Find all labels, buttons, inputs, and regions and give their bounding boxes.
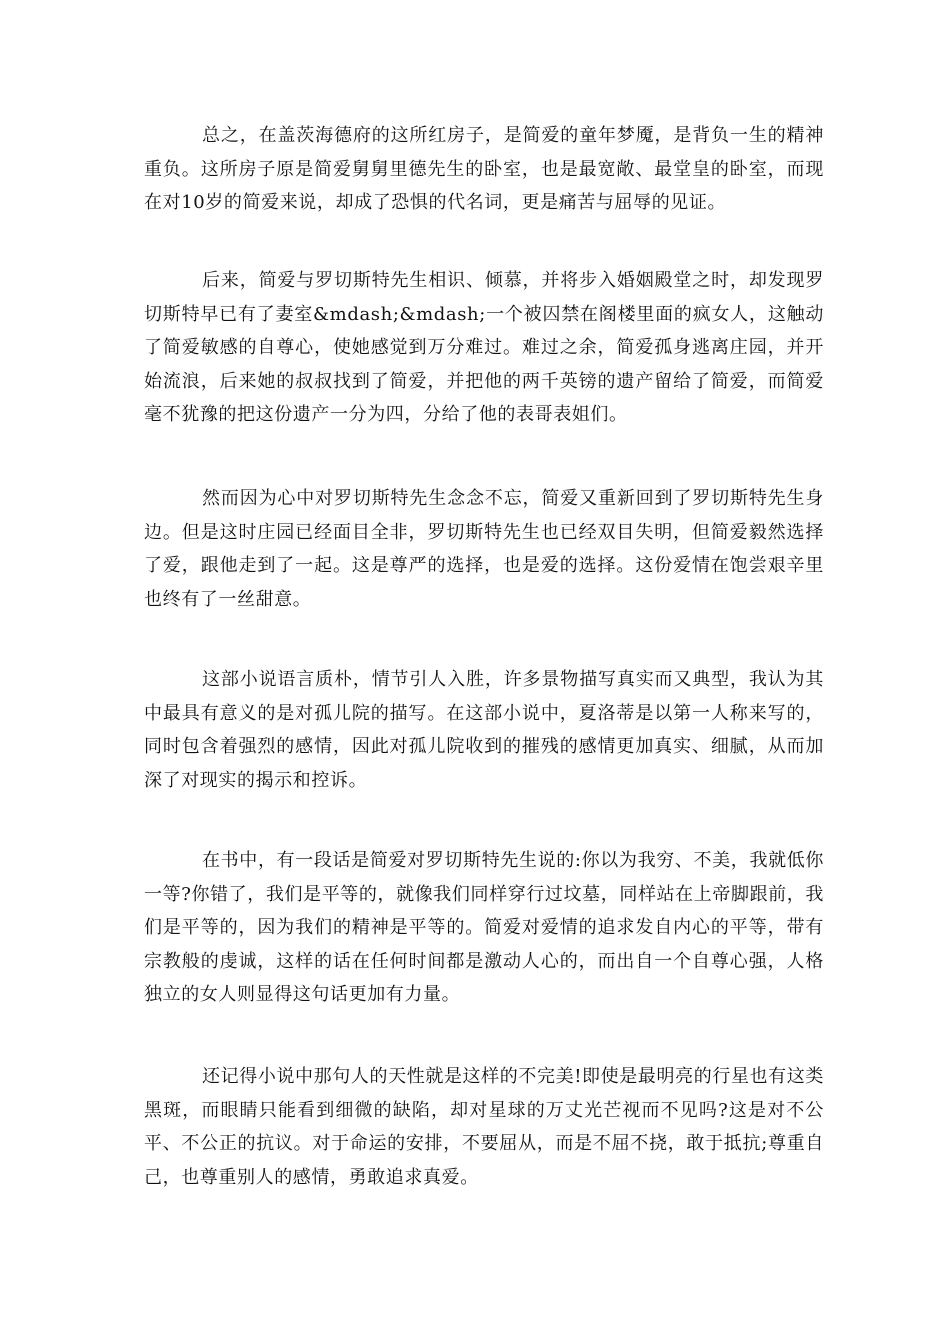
paragraph-red-room: 总之，在盖茨海德府的这所红房子，是简爱的童年梦魇，是背负一生的精神重负。这所房子原是简爱舅舅里德先生的卧室，也是最宽敞、最堂皇的卧室，而现在对10岁的简爱来说，却成了恐惧的代名词，更是痛苦与屈辱的见证。 <box>144 125 824 213</box>
paragraph-equality-quote: 在书中，有一段话是简爱对罗切斯特先生说的:你以为我穷、不美，我就低你一等?你错了，我们是平等的，就像我们同样穿行过坟墓，同样站在上帝脚跟前，我们是平等的，因为我们的精神是平等的。简爱对爱情的追求发自内心的平等，带有宗教般的虔诚，这样的话在任何时间都是激动人心的，而出自一个自尊心强，人格独立的女人则显得这句话更加有力量。 <box>144 850 824 1005</box>
paragraph-language: 这部小说语言质朴，情节引人入胜，许多景物描写真实而又典型，我认为其中最具有意义的是对孤儿院的描写。在这部小说中，夏洛蒂是以第一人称来写的，同时包含着强烈的感情，因此对孤儿院收到的摧残的感情更加真实、细腻，从而加深了对现实的揭示和控诉。 <box>144 669 824 791</box>
paragraph-return: 然而因为心中对罗切斯特先生念念不忘，简爱又重新回到了罗切斯特先生身边。但是这时庄园已经面目全非，罗切斯特先生也已经双目失明，但简爱毅然选择了爱，跟他走到了一起。这是尊严的选择，也是爱的选择。这份爱情在饱尝艰辛里也终有了一丝甜意。 <box>144 488 824 610</box>
paragraph-rochester-wife: 后来，简爱与罗切斯特先生相识、倾慕，并将步入婚姻殿堂之时，却发现罗切斯特早已有了妻室&mdash;&mdash;一个被囚禁在阁楼里面的疯女人，这触动了简爱敏感的自尊心，使她感觉到万分难过。难过之余，简爱孤身逃离庄园，并开始流浪，后来她的叔叔找到了简爱，并把他的两千英镑的遗产留给了简爱，而简爱毫不犹豫的把这份遗产一分为四，分给了他的表哥表姐们。 <box>144 270 824 425</box>
paragraph-imperfection: 还记得小说中那句人的天性就是这样的不完美!即使是最明亮的行星也有这类黑斑，而眼睛只能看到细微的缺陷，却对星球的万丈光芒视而不见吗?这是对不公平、不公正的抗议。对于命运的安排，不要屈从，而是不屈不挠，敢于抵抗;尊重自己，也尊重别人的感情，勇敢追求真爱。 <box>144 1066 824 1188</box>
